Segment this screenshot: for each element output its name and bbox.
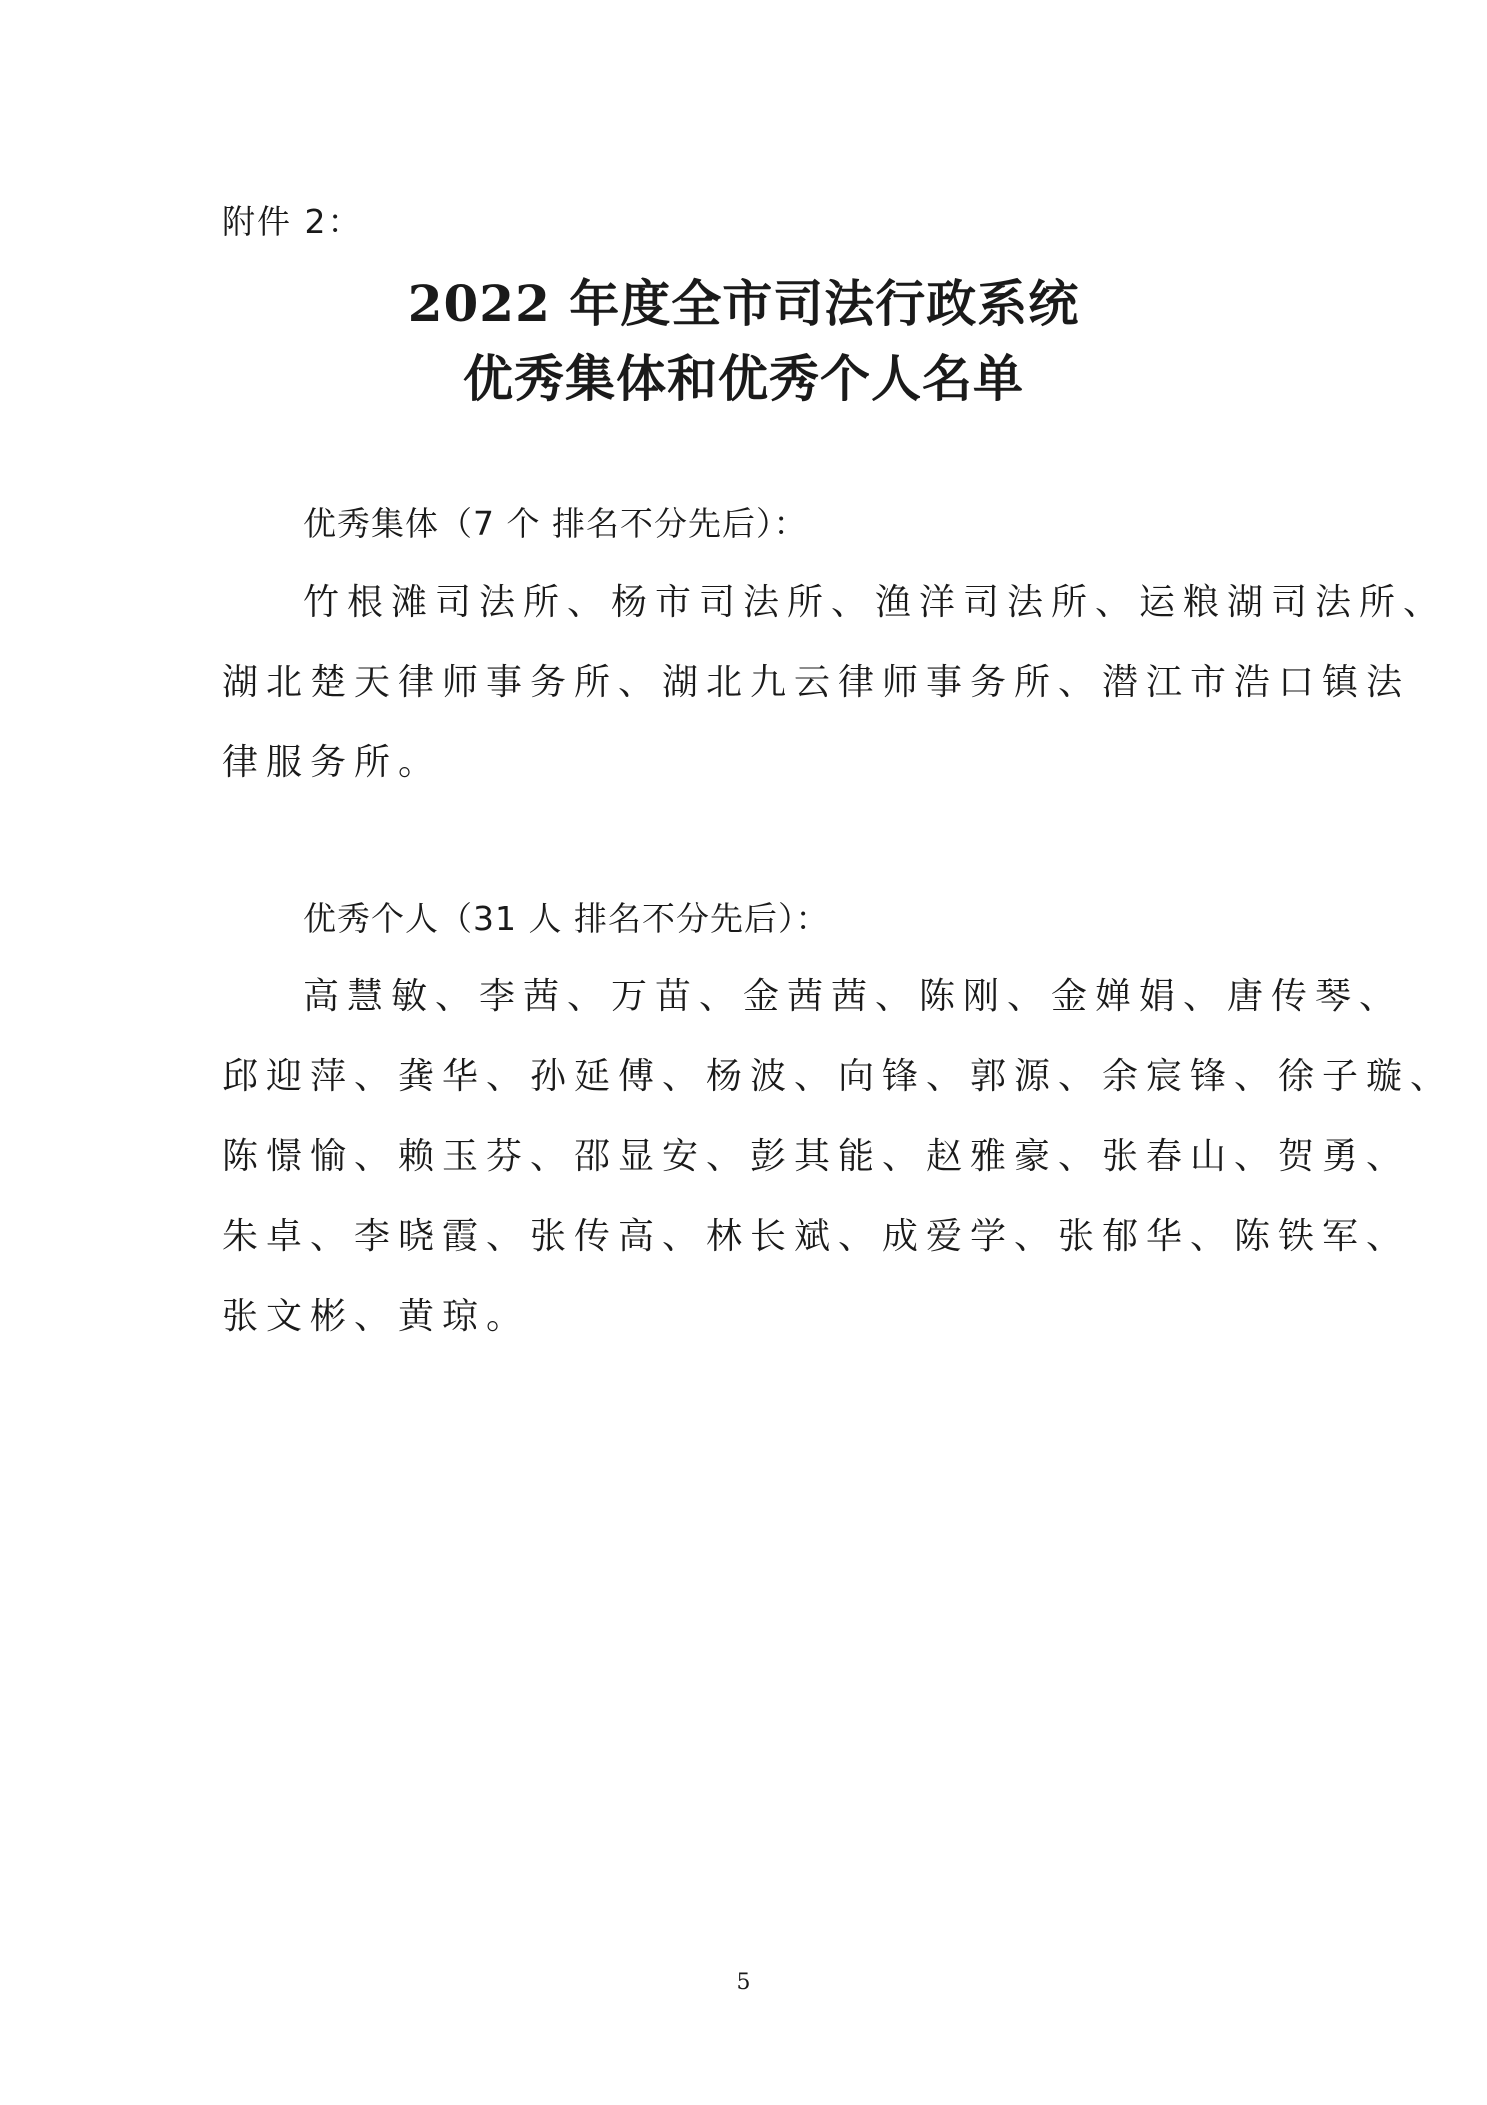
individual-list-line: 邱迎萍、龚华、孙延傅、杨波、向锋、郭源、余宸锋、徐子璇、 — [222, 1056, 1455, 1097]
collective-list-line: 湖北楚天律师事务所、湖北九云律师事务所、潜江市浩口镇法 — [222, 662, 1411, 703]
individual-list-line: 张文彬、黄琼。 — [222, 1296, 531, 1337]
collective-section-heading: 优秀集体（7 个 排名不分先后）： — [303, 504, 808, 543]
individual-section-heading: 优秀个人（31 人 排名不分先后）： — [303, 899, 830, 938]
page-number: 5 — [736, 1970, 751, 1995]
collective-list-line: 律服务所。 — [222, 742, 443, 783]
document-title-line-1: 2022 年度全市司法行政系统 — [407, 274, 1080, 333]
individual-list-line: 陈憬愉、赖玉芬、邵显安、彭其能、赵雅豪、张春山、贺勇、 — [222, 1136, 1411, 1177]
document-title-line-2: 优秀集体和优秀个人名单 — [463, 349, 1024, 408]
collective-list-line: 竹根滩司法所、杨市司法所、渔洋司法所、运粮湖司法所、 — [303, 582, 1448, 623]
individual-list-line: 朱卓、李晓霞、张传高、林长斌、成爱学、张郁华、陈铁军、 — [222, 1216, 1411, 1257]
individual-list-line: 高慧敏、李茜、万苗、金茜茜、陈刚、金婵娟、唐传琴、 — [303, 976, 1404, 1017]
attachment-label: 附件 2： — [222, 202, 363, 241]
